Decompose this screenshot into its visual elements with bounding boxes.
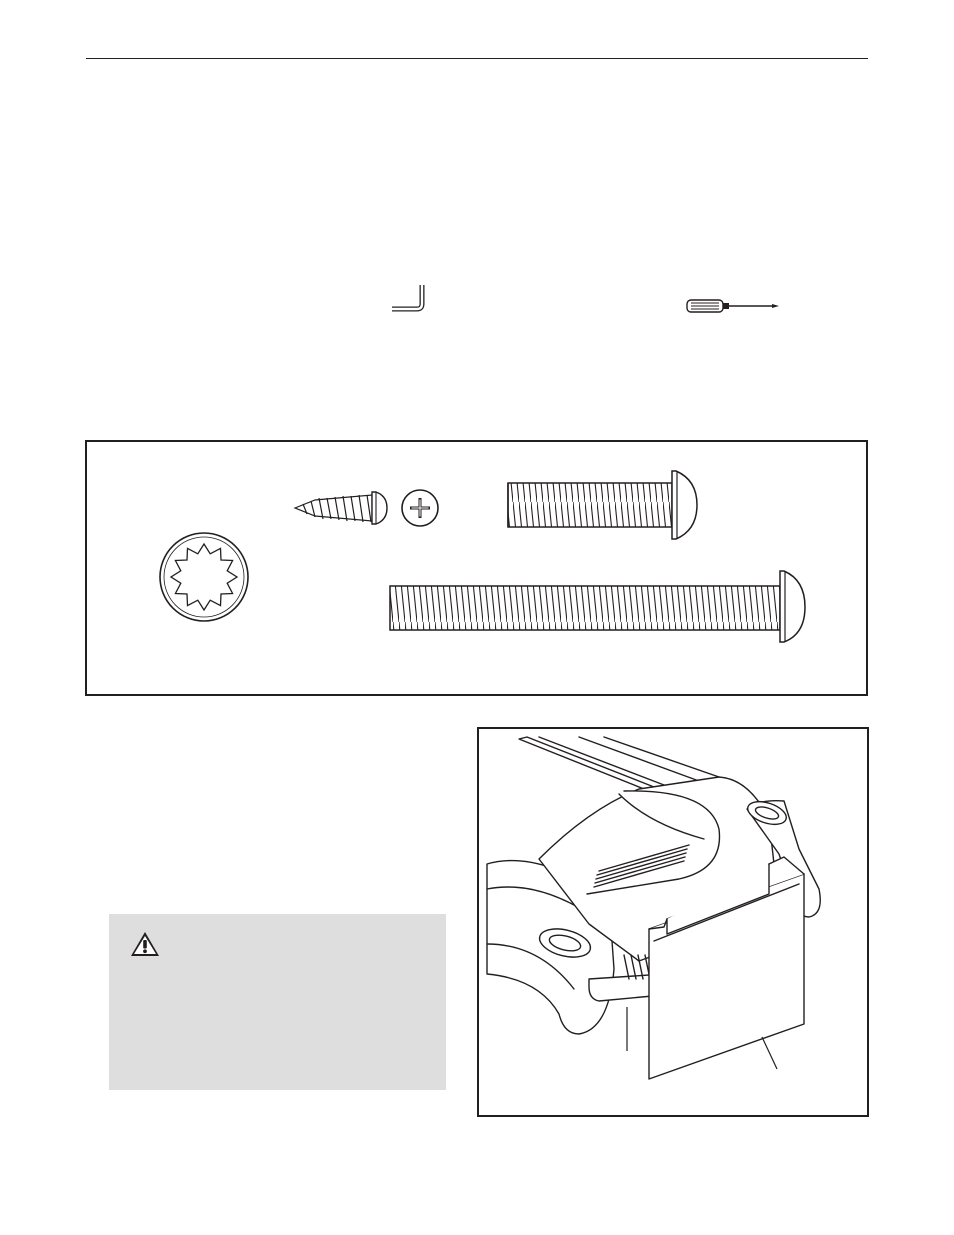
phillips-head-icon xyxy=(402,490,438,526)
warning-triangle-icon xyxy=(129,930,161,958)
screwdriver-icon xyxy=(684,294,784,318)
short-button-bolt-icon xyxy=(508,471,697,539)
parts-drawing xyxy=(87,442,870,698)
header-rule xyxy=(86,58,868,59)
tapping-screw-icon xyxy=(295,492,387,524)
hex-key-icon xyxy=(386,282,440,316)
warning-panel xyxy=(109,914,446,1090)
assembly-figure xyxy=(477,727,869,1117)
long-button-bolt-icon xyxy=(390,571,805,642)
star-washer-icon xyxy=(160,533,248,621)
treadmill-base-drawing xyxy=(479,729,867,1115)
parts-identification-box xyxy=(85,440,868,696)
